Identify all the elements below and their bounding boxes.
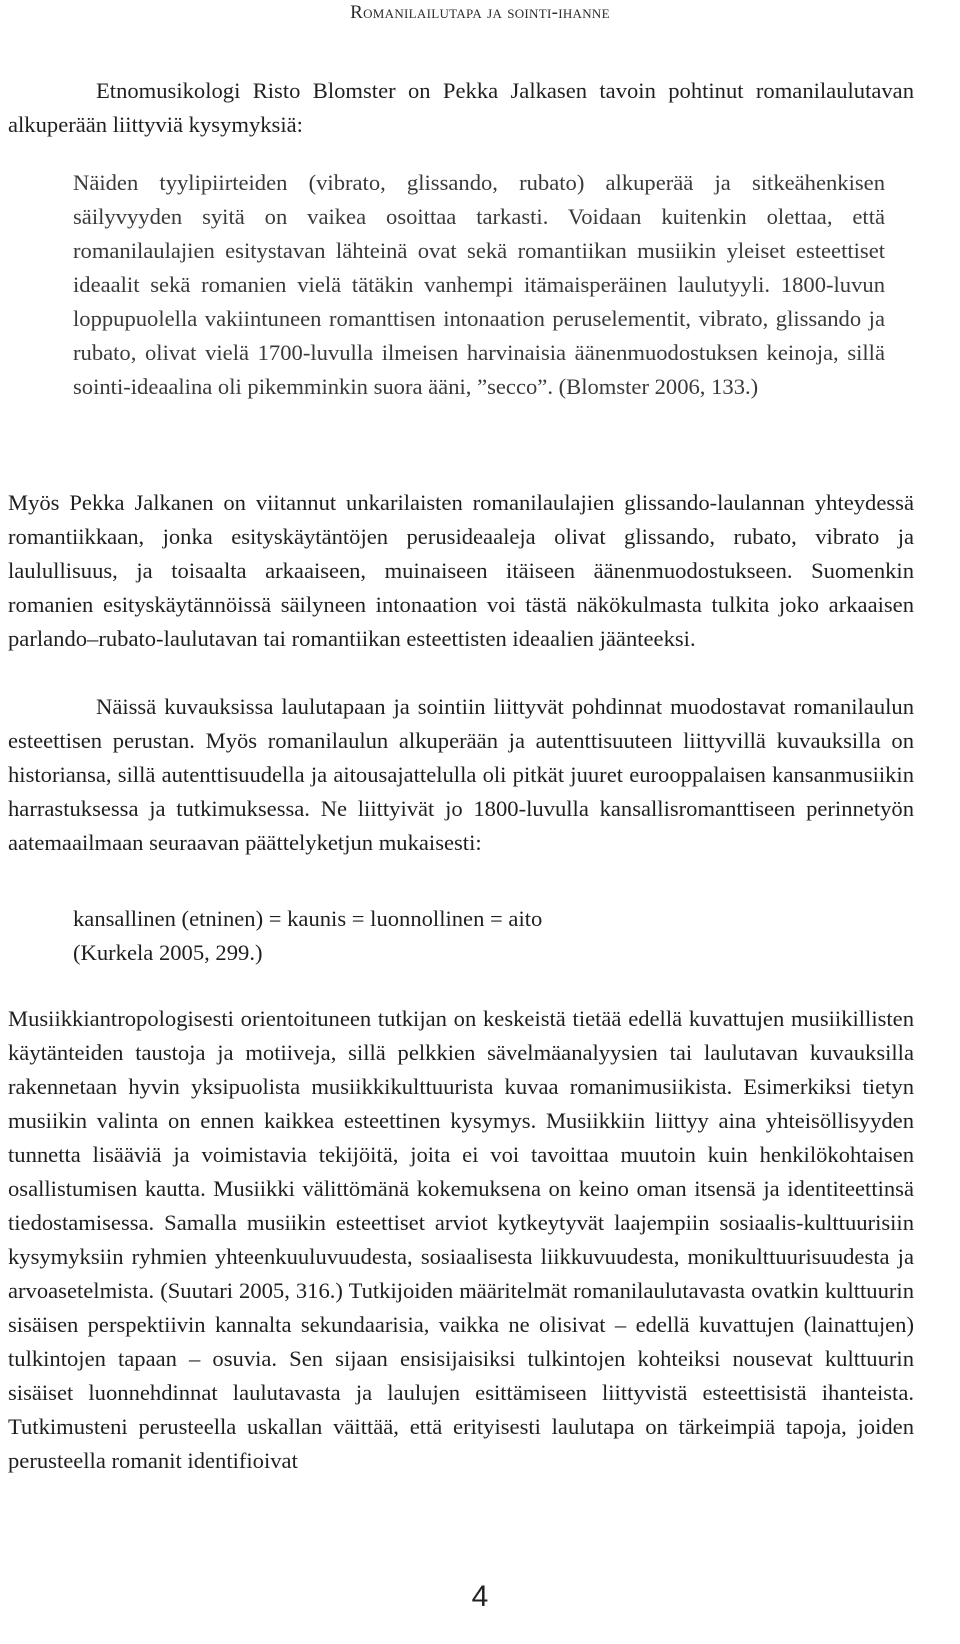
- formula-citation: (Kurkela 2005, 299.): [73, 940, 263, 965]
- body-paragraph-1: Myös Pekka Jalkanen on viitannut unkarilaisten romanilaulajien glissando-laulannan yhteydessä romantiikkaan, jonka esityskäytäntöjen perusideaaleja olivat glissando, rubato, vibrato ja laulullisuus, ja toisaalta arkaaiseen, muinaiseen itäiseen äänenmuodostukseen. Suomenkin romanien esityskäytännöissä säilyneen intonaation voi tästä näkökulmasta tulkita joko arkaaisen parlando–rubato-laulutavan tai romantiikan esteettisten ideaalien jäänteeksi.: [8, 490, 914, 651]
- block-quote: Näiden tyylipiirteiden (vibrato, glissando, rubato) alkuperää ja sitkeähenkisen säilyvyyden syitä on vaikea osoittaa tarkasti. Voidaan kuitenkin olettaa, että romanilaulajien esitystavan lähteinä ovat sekä romantiikan musiikin yleiset esteettiset ideaalit sekä romanien vielä tätäkin vanhempi itämaisperäinen laulutyyli. 1800-luvun loppupuolella vakiintuneen romanttisen intonaation peruselementit, vibrato, glissando ja rubato, olivat vielä 1700-luvulla ilmeisen harvinaisia äänenmuodostuksen keinoja, sillä sointi-ideaalina oli pikemminkin suora ääni, ”secco”. (Blomster 2006, 133.): [73, 170, 885, 399]
- formula-line: kansallinen (etninen) = kaunis = luonnollinen = aito: [73, 906, 543, 931]
- intro-paragraph: Etnomusikologi Risto Blomster on Pekka Jalkasen tavoin pohtinut romanilaulutavan alkuperään liittyviä kysymyksiä:: [8, 78, 914, 137]
- formula-block: [73, 902, 885, 970]
- page-number: 4: [471, 1580, 489, 1613]
- body-paragraph-2: Näissä kuvauksissa laulutapaan ja sointiin liittyvät pohdinnat muodostavat romanilaulun esteettisen perustan. Myös romanilaulun alkuperään ja autenttisuuteen liittyvillä kuvauksilla on historiansa, sillä autenttisuudella ja aitousajattelulla oli pitkät juuret eurooppalaisen kansanmusiikin harrastuksessa ja tutkimuksessa. Ne liittyivät jo 1800-luvulla kansallisromanttiseen perinnetyön aatemaailmaan seuraavan päättelyketjun mukaisesti:: [8, 694, 914, 855]
- running-header: Romanilailutapa ja sointi-ihanne: [350, 2, 610, 23]
- body-paragraph-3: Musiikkiantropologisesti orientoituneen tutkijan on keskeistä tietää edellä kuvattujen musiikillisten käytänteiden taustoja ja motiiveja, sillä pelkkien sävelmäanalyysien tai laulutavan kuvauksilla rakennetaan hyvin yksipuolista musiikkikulttuurista kuvaa romanimusiikista. Esimerkiksi tietyn musiikin valinta on ennen kaikkea esteettinen kysymys. Musiikkiin liittyy aina yhteisöllisyyden tunnetta lisääviä ja voimistavia tekijöitä, joita ei voi tavoittaa muutoin kuin henkilökohtaisen osallistumisen kautta. Musiikki välittömänä kokemuksena on keino oman itsensä ja identiteettinsä tiedostamisessa. Samalla musiikin esteettiset arviot kytkeytyvät laajempiin sosiaalis-kulttuurisiin kysymyksiin ryhmien yhteenkuuluvuudesta, sosiaalisesta liikkuvuudesta, monikulttuurisuudesta ja arvoasetelmista. (Suutari 2005, 316.) Tutkijoiden määritelmät romanilaulutavasta ovatkin kulttuurin sisäisen perspektiivin kannalta sekundaarisia, vaikka ne olisivat – edellä kuvattujen (lainattujen) tulkintojen tapaan – osuvia. Sen sijaan ensisijaisiksi tulkintojen kohteiksi nousevat kulttuurin sisäiset luonnehdinnat laulutavasta ja laulujen esittämiseen liittyvistä esteettisistä ihanteista. Tutkimusteni perusteella uskallan väittää, että erityisesti laulutapa on tärkeimpiä tapoja, joiden perusteella romanit identifioivat: [8, 1006, 914, 1473]
